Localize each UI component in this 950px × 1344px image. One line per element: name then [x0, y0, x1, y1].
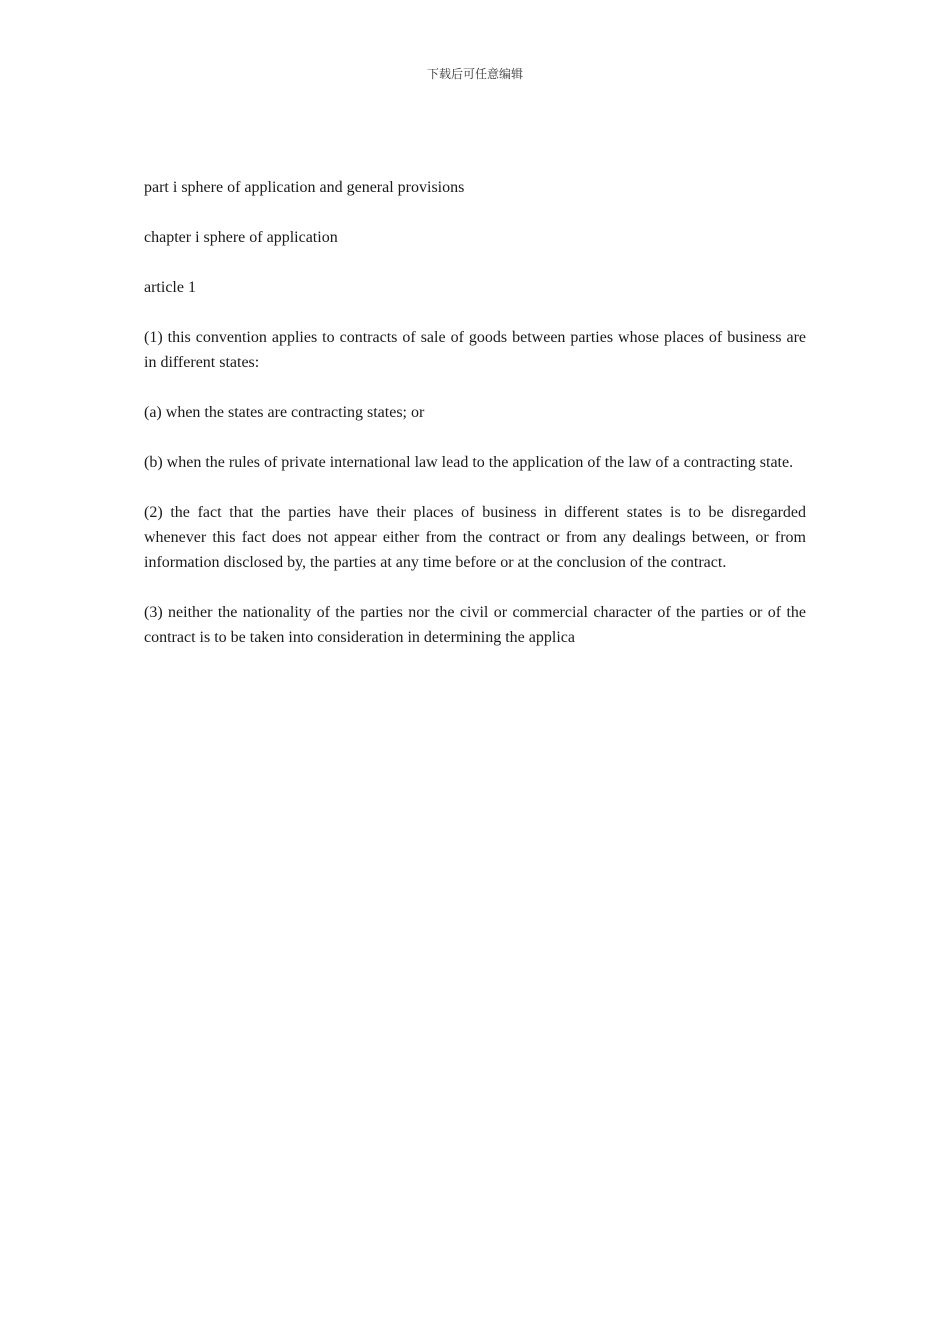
clause-3: (3) neither the nationality of the parties nor the civil or commercial character of the parties or of the contract is to be taken into consideration in determining the applica	[144, 604, 806, 646]
clause-1-a: (a) when the states are contracting states; or	[144, 404, 425, 421]
document-body	[144, 175, 806, 675]
clause-1: (1) this convention applies to contracts of sale of goods between parties whose places of business are in different states:	[144, 329, 806, 371]
article-heading: article 1	[144, 279, 196, 296]
clause-1-b: (b) when the rules of private international law lead to the application of the law of a contracting state.	[144, 454, 794, 471]
clause-2: (2) the fact that the parties have their places of business in different states is to be disregarded whenever this fact does not appear either from the contract or from any dealings between, or from information disclosed by, the parties at any time before or at the conclusion of the contract.	[144, 504, 806, 571]
page-header: 下载后可任意编辑	[426, 67, 523, 81]
chapter-heading: chapter i sphere of application	[144, 229, 338, 246]
part-heading: part i sphere of application and general provisions	[144, 179, 465, 196]
